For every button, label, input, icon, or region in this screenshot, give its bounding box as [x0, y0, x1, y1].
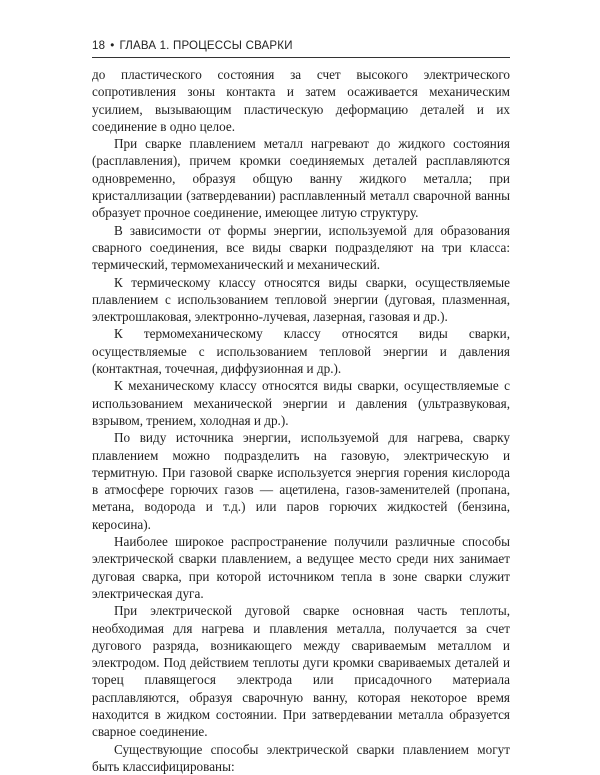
paragraph: При электрической дуговой сварке основная часть теплоты, необходимая для нагрева и плавления металла, получается за счет дугового разряда, возникающего между свариваемым металлом и электродом. Под действием теплоты дуги кромки свариваемых деталей и торец плавящегося электрода или присадочного материала расплавляются, образуя сварочную ванну, которая некоторое время находится в жидком состоянии. При затвердевании металла образуется сварное соединение. [92, 603, 510, 740]
running-header [92, 40, 510, 52]
chapter-title: ГЛАВА 1. ПРОЦЕССЫ СВАРКИ [119, 40, 293, 52]
paragraph: К термомеханическому классу относятся виды сварки, осуществляемые с использованием тепловой энергии и давления (контактная, точечная, диффузионная и др.). [92, 326, 510, 377]
paragraph-continued: до пластического состояния за счет высокого электрического сопротивления зоны контакта и затем осаживается механическим усилием, вызывающим пластическую деформацию деталей и их соединение в одно целое. [92, 67, 510, 134]
paragraph: К термическому классу относятся виды сварки, осуществляемые плавлением с использованием тепловой энергии (дуговая, плазменная, электрошлаковая, электронно-лучевая, лазерная, газовая и др.). [92, 274, 510, 325]
paragraph: В зависимости от формы энергии, используемой для образования сварного соединения, все виды сварки подразделяют на три класса: термический, термомеханический и механический. [92, 222, 510, 273]
paragraph: К механическому классу относятся виды сварки, осуществляемые с использованием механической энергии и давления (ультразвуковая, взрывом, трением, холодная и др.). [92, 378, 510, 428]
header-rule [92, 57, 510, 58]
header-separator: • [110, 40, 115, 52]
paragraph: По виду источника энергии, используемой для нагрева, сварку плавлением можно подразделить на газовую, электрическую и термитную. При газовой сварке используется энергия горения кислорода в атмосфере горючих газов — ацетилена, газов-заменителей (пропана, метана, водорода и т.д.) или паров горючих жидкостей (бензина, керосина). [92, 430, 510, 532]
paragraph: При сварке плавлением металл нагревают до жидкого состояния (расплавления), причем кромки соединяемых деталей расплавляются одновременно, образуя общую ванну жидкого металла; при кристаллизации (затвердевании) расплавленный металл сварочной ванны образует прочное соединение, имеющее литую структуру. [92, 136, 510, 221]
paragraph: Наиболее широкое распространение получили различные способы электрической сварки плавлением, а ведущее место среди них занимает дуговая сварка, при которой источником тепла в зоне сварки служит электрическая дуга. [92, 534, 510, 601]
body-text [92, 66, 510, 775]
page-number: 18 [92, 40, 106, 52]
paragraph: Существующие способы электрической сварки плавлением могут быть классифицированы: [92, 741, 510, 774]
